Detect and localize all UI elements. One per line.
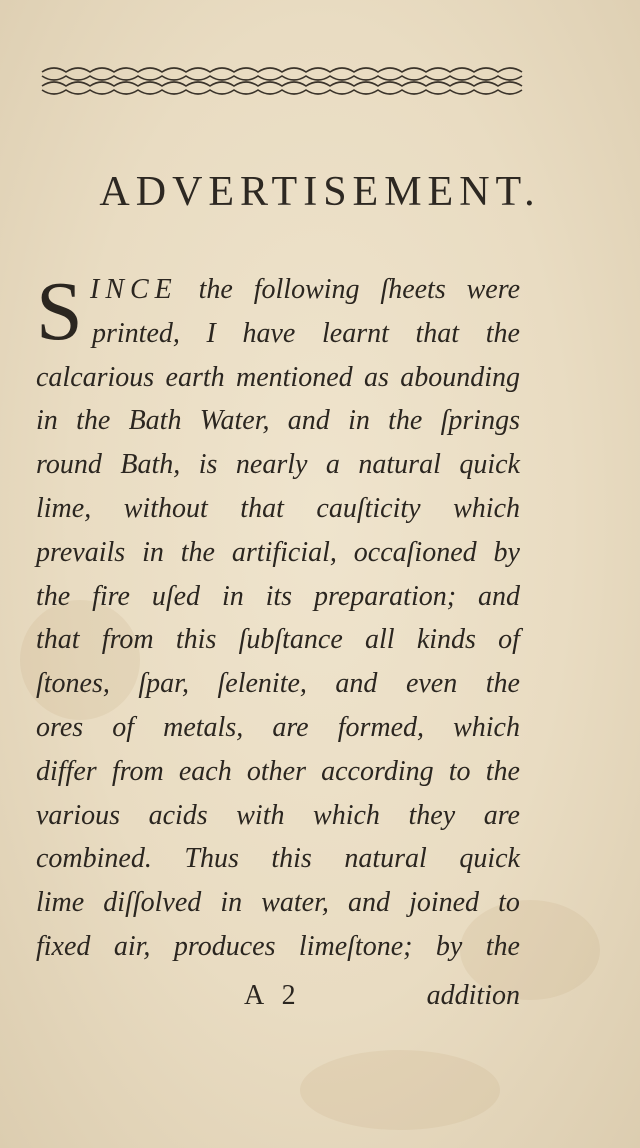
word: from [111, 755, 164, 787]
word: as [363, 361, 389, 393]
word: nearly [235, 449, 308, 481]
word: the [36, 580, 71, 612]
word: calcarious [36, 361, 155, 393]
word: acids [148, 799, 208, 831]
text-line [36, 706, 520, 750]
word: of [498, 624, 520, 656]
word: the [485, 930, 520, 962]
word: ſheets [380, 274, 446, 305]
word: in [348, 405, 370, 437]
word: and [335, 668, 378, 700]
word: air, [113, 930, 151, 962]
word: ſpar, [138, 668, 189, 700]
word: they [408, 799, 456, 831]
ornamental-rule [40, 60, 528, 100]
text-line [36, 881, 520, 925]
word: ſubſtance [238, 624, 343, 656]
body-text [36, 265, 520, 969]
word: natural [358, 449, 441, 481]
word: which [453, 711, 520, 743]
word: Water, [199, 405, 270, 437]
word: which [453, 492, 520, 524]
drop-cap: S [36, 265, 83, 358]
word: formed, [337, 711, 425, 743]
word: the [485, 317, 520, 349]
word: the [76, 405, 111, 437]
word: combined. [36, 843, 152, 875]
word: from [101, 624, 154, 656]
word: to [498, 887, 520, 919]
word: fixed [36, 930, 91, 962]
word: to [448, 755, 471, 787]
text-line [36, 531, 520, 575]
word: its [265, 580, 293, 612]
word: diſſolved [103, 887, 202, 919]
word: ſprings [440, 405, 520, 437]
word: this [271, 843, 312, 875]
word: the [485, 755, 520, 787]
word: according [321, 755, 434, 787]
text-line [36, 443, 520, 487]
word: in [142, 536, 164, 568]
word: are [272, 711, 309, 743]
word: round [36, 449, 102, 481]
word: by [435, 930, 463, 962]
word: I [206, 317, 216, 349]
text-line [36, 312, 520, 356]
word: abounding [400, 361, 520, 393]
word: printed, [92, 317, 180, 349]
word: quick [459, 843, 520, 875]
word: with [236, 799, 285, 831]
word: Bath, [120, 449, 181, 481]
text-line [36, 268, 520, 312]
word: ſelenite, [217, 668, 307, 700]
opening-word: INCE [90, 274, 178, 305]
word: lime, [36, 492, 92, 524]
text-line [36, 837, 520, 881]
text-line [36, 487, 520, 531]
word: and [347, 887, 390, 919]
word: various [36, 799, 120, 831]
word: limeſtone; [298, 930, 413, 962]
word: without [123, 492, 208, 524]
word: have [242, 317, 296, 349]
text-line [36, 925, 520, 969]
text-line [36, 575, 520, 619]
text-line [36, 618, 520, 662]
word: produces [173, 930, 276, 962]
word: cauſticity [316, 492, 421, 524]
word: the [198, 274, 233, 305]
word: metals, [163, 711, 244, 743]
text-line [36, 356, 520, 400]
word: ſtones, [36, 668, 110, 700]
word: all [365, 624, 395, 656]
word: natural [344, 843, 427, 875]
word: uſed [151, 580, 201, 612]
word: joined [409, 887, 480, 919]
word: and [477, 580, 520, 612]
word: earth [165, 361, 225, 393]
word: in [220, 887, 243, 919]
word: prevails [36, 536, 126, 568]
word: fire [92, 580, 130, 612]
page-title: ADVERTISEMENT. [99, 169, 541, 215]
word: that [240, 492, 284, 524]
word: were [466, 274, 520, 305]
word: artificial, [231, 536, 337, 568]
text-line [36, 399, 520, 443]
word: a [325, 449, 340, 481]
text-line [36, 794, 520, 838]
word: that [415, 317, 460, 349]
word: ores [36, 711, 84, 743]
word: that [36, 624, 80, 656]
word: which [313, 799, 380, 831]
word: are [483, 799, 520, 831]
word: other [246, 755, 306, 787]
word: even [405, 668, 458, 700]
page-footer [36, 980, 520, 1024]
word: lime [36, 887, 85, 919]
word: following [253, 274, 360, 305]
word: mentioned [235, 361, 353, 393]
word: the [388, 405, 423, 437]
word: in [221, 580, 244, 612]
word: Thus [184, 843, 239, 875]
word: learnt [322, 317, 389, 349]
signature-mark: A 2 [244, 980, 302, 1011]
word: the [180, 536, 215, 568]
word: the [485, 668, 520, 700]
word: each [178, 755, 232, 787]
word: Bath [128, 405, 182, 437]
word: in [36, 405, 58, 437]
word: occaſioned [353, 536, 477, 568]
text-line [36, 750, 520, 794]
word: preparation; [313, 580, 457, 612]
catchword: addition [426, 980, 520, 1011]
word: and [287, 405, 330, 437]
word: by [493, 536, 520, 568]
word: this [175, 624, 217, 656]
text-line [36, 662, 520, 706]
word: is [198, 449, 218, 481]
word: kinds [416, 624, 476, 656]
word: water, [261, 887, 329, 919]
word: of [112, 711, 135, 743]
word: differ [36, 755, 97, 787]
word: quick [459, 449, 520, 481]
